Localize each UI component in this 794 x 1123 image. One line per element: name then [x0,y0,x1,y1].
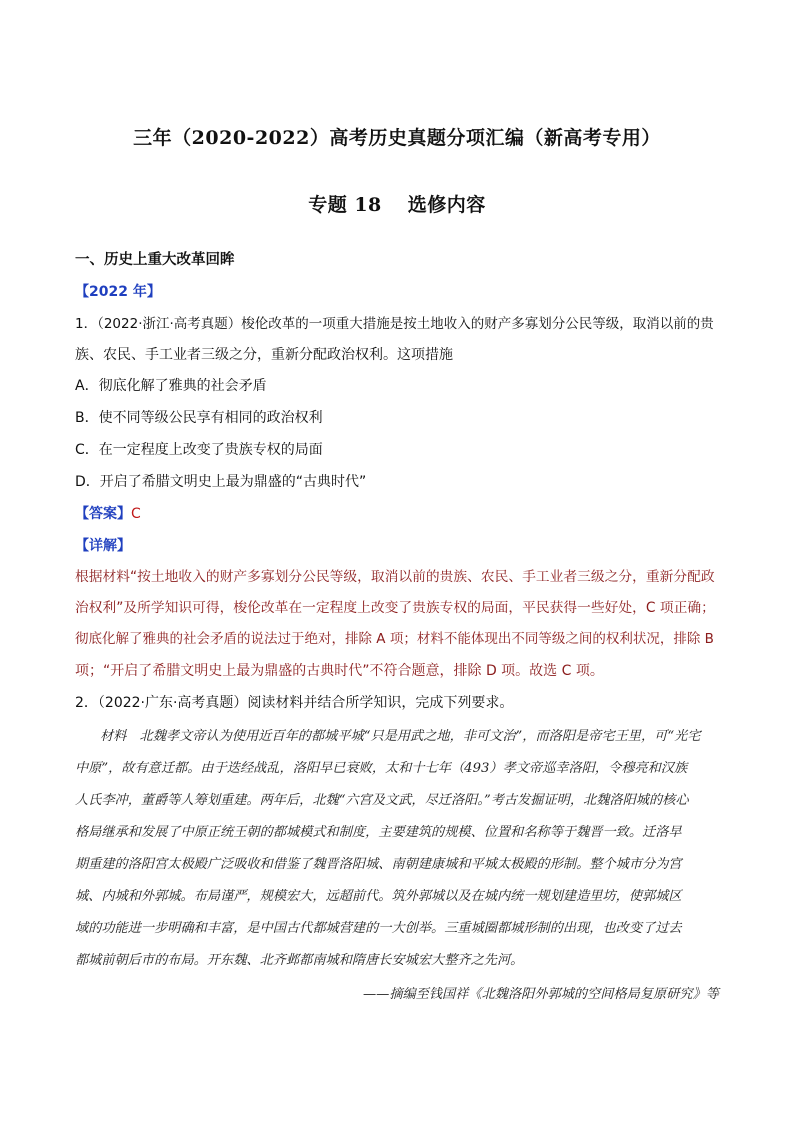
option-b: B．使不同等级公民享有相同的政治权利 [75,410,323,426]
question-1-stem-line-1: 1．（2022·浙江·高考真题）梭伦改革的一项重大措施是按土地收入的财产多寡划分公民等级，取消以前的贵 [75,316,714,332]
year-tag: 【2022 年】 [75,284,161,300]
option-a: A．彻底化解了雅典的社会矛盾 [75,378,267,394]
question-2-stem: 2．（2022·广东·高考真题）阅读材料并结合所学知识，完成下列要求。 [75,695,514,711]
topic-name: 选修内容 [407,194,486,216]
document-title: 三年（2020-2022）高考历史真题分项汇编（新高考专用） [133,127,661,149]
topic-heading [0,190,794,217]
detail-tag: 【详解】 [75,538,131,554]
material-line-8: 都城前朝后市的布局。开东魏、北齐邺都南城和隋唐长安城宏大整齐之先河。 [75,953,524,968]
section-heading: 一、历史上重大改革回眸 [75,252,235,268]
topic-number: 专题 18 [308,194,382,216]
explanation-line-2: 治权利”及所学知识可得，梭伦改革在一定程度上改变了贵族专权的局面，平民获得一些好处，C 项正确； [75,600,715,616]
answer-value: C [131,506,141,522]
option-c: C．在一定程度上改变了贵族专权的局面 [75,442,323,458]
answer-tag: 【答案】 [75,506,131,522]
material-line-6: 城、内城和外郭城。布局谨严，规模宏大，远超前代。筑外郭城以及在城内统一规划建造里坊，使郭城区 [75,889,682,904]
explanation-line-1: 根据材料“按土地收入的财产多寡划分公民等级，取消以前的贵族、农民、手工业者三级之分，重新分配政 [75,569,715,585]
material-line-5: 期重建的洛阳宫太极殿广泛吸收和借鉴了魏晋洛阳城、南朝建康城和平城太极殿的形制。整个城市分为宫 [75,857,682,872]
question-1-stem-line-2: 族、农民、手工业者三级之分，重新分配政治权利。这项措施 [75,347,453,363]
material-line-2: 中原”，故有意迁都。由于迭经战乱，洛阳早已衰败，太和十七年（493）孝文帝巡幸洛阳，令穆亮和汉族 [75,761,688,776]
explanation-line-4: 项；“开启了希腊文明史上最为鼎盛的古典时代”不符合题意，排除 D 项。故选 C 项。 [75,663,604,679]
answer-line [75,504,141,524]
material-line-4: 格局继承和发展了中原正统王朝的都城模式和制度，主要建筑的规模、位置和名称等于魏晋一致。迁洛早 [75,825,682,840]
option-d: D．开启了希腊文明史上最为鼎盛的“古典时代” [75,474,367,490]
material-source: ——摘编至钱国祥《北魏洛阳外郭城的空间格局复原研究》等 [362,987,719,1002]
material-line-7: 域的功能进一步明确和丰富，是中国古代都城营建的一大创举。三重城圈都城形制的出现，也改变了过去 [75,921,682,936]
material-line-3: 人氏李冲，董爵等人筹划重建。两年后，北魏“六宫及文武，尽迁洛阳。”考古发掘证明，北魏洛阳城的核心 [75,793,689,808]
material-line-1: 材料 北魏孝文帝认为使用近百年的都城平城“只是用武之地，非可文治”，而洛阳是帝宅王里，可“光宅 [100,729,701,744]
explanation-line-3: 彻底化解了雅典的社会矛盾的说法过于绝对，排除 A 项；材料不能体现出不同等级之间的权利状况，排除 B [75,631,714,647]
